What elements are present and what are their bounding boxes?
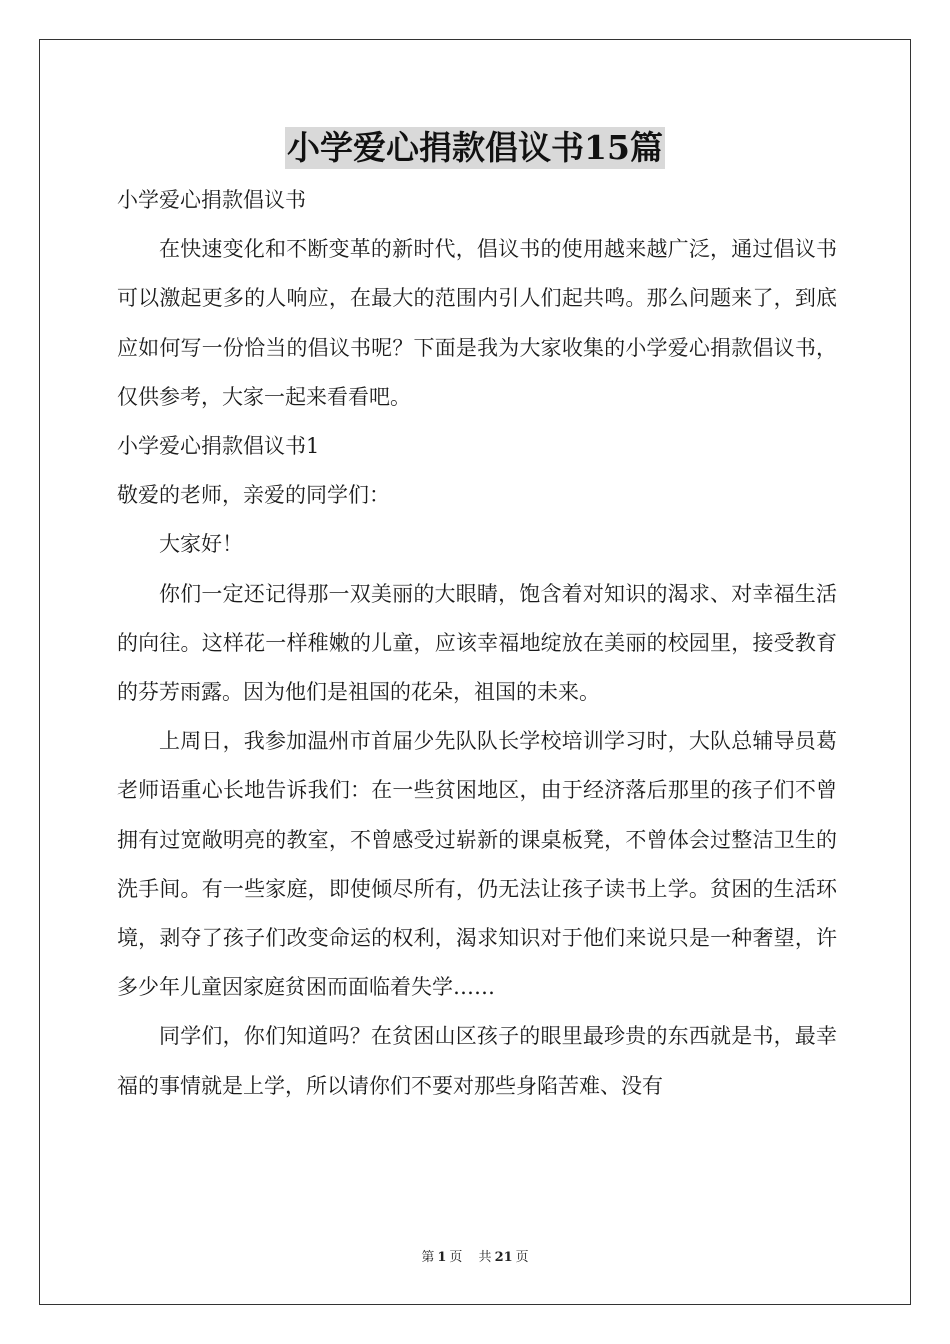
total-count: 21 <box>494 1250 513 1265</box>
paragraph-subtitle: 小学爱心捐款倡议书 <box>117 188 306 212</box>
paragraph-greeting: 大家好！ <box>159 532 243 557</box>
title-wrap <box>0 127 950 169</box>
paragraph-heading-1: 小学爱心捐款倡议书1 <box>117 434 320 459</box>
total-suffix: 页 <box>515 1250 529 1265</box>
paragraph-body-3: 同学们，你们知道吗？在贫困山区孩子的眼里最珍贵的东西就是书，最幸福的事情就是上学，所以请你们不要对那些身陷苦难、没有 <box>117 1024 837 1098</box>
page-prefix: 第 <box>421 1250 435 1265</box>
page-current: 1 <box>437 1250 447 1265</box>
page-total <box>476 1250 532 1265</box>
paragraph-intro: 在快速变化和不断变革的新时代，倡议书的使用越来越广泛，通过倡议书可以激起更多的人响应，在最大的范围内引人们起共鸣。那么问题来了，到底应如何写一份恰当的倡议书呢？下面是我为大家收集的小学爱心捐款倡议书，仅供参考，大家一起来看看吧。 <box>117 237 837 409</box>
paragraph-body-2: 上周日，我参加温州市首届少先队队长学校培训学习时，大队总辅导员葛老师语重心长地告诉我们：在一些贫困地区，由于经济落后那里的孩子们不曾拥有过宽敞明亮的教室，不曾感受过崭新的课桌板凳，不曾体会过整洁卫生的洗手间。有一些家庭，即使倾尽所有，仍无法让孩子读书上学。贫困的生活环境，剥夺了孩子们改变命运的权利，渴求知识对于他们来说只是一种奢望，许多少年儿童因家庭贫困而面临着失学…… <box>117 729 837 1000</box>
total-prefix: 共 <box>478 1250 492 1265</box>
paragraph-salutation: 敬爱的老师，亲爱的同学们： <box>117 483 390 508</box>
paragraph-body-1: 你们一定还记得那一双美丽的大眼睛，饱含着对知识的渴求、对幸福生活的向往。这样花一样稚嫩的儿童，应该幸福地绽放在美丽的校园里，接受教育的芬芳雨露。因为他们是祖国的花朵，祖国的未来。 <box>117 581 837 705</box>
page-footer <box>0 1246 950 1265</box>
document-title: 小学爱心捐款倡议书15篇 <box>287 128 663 167</box>
page-number <box>418 1250 465 1265</box>
page-suffix: 页 <box>449 1250 463 1265</box>
document-body <box>117 176 837 1111</box>
